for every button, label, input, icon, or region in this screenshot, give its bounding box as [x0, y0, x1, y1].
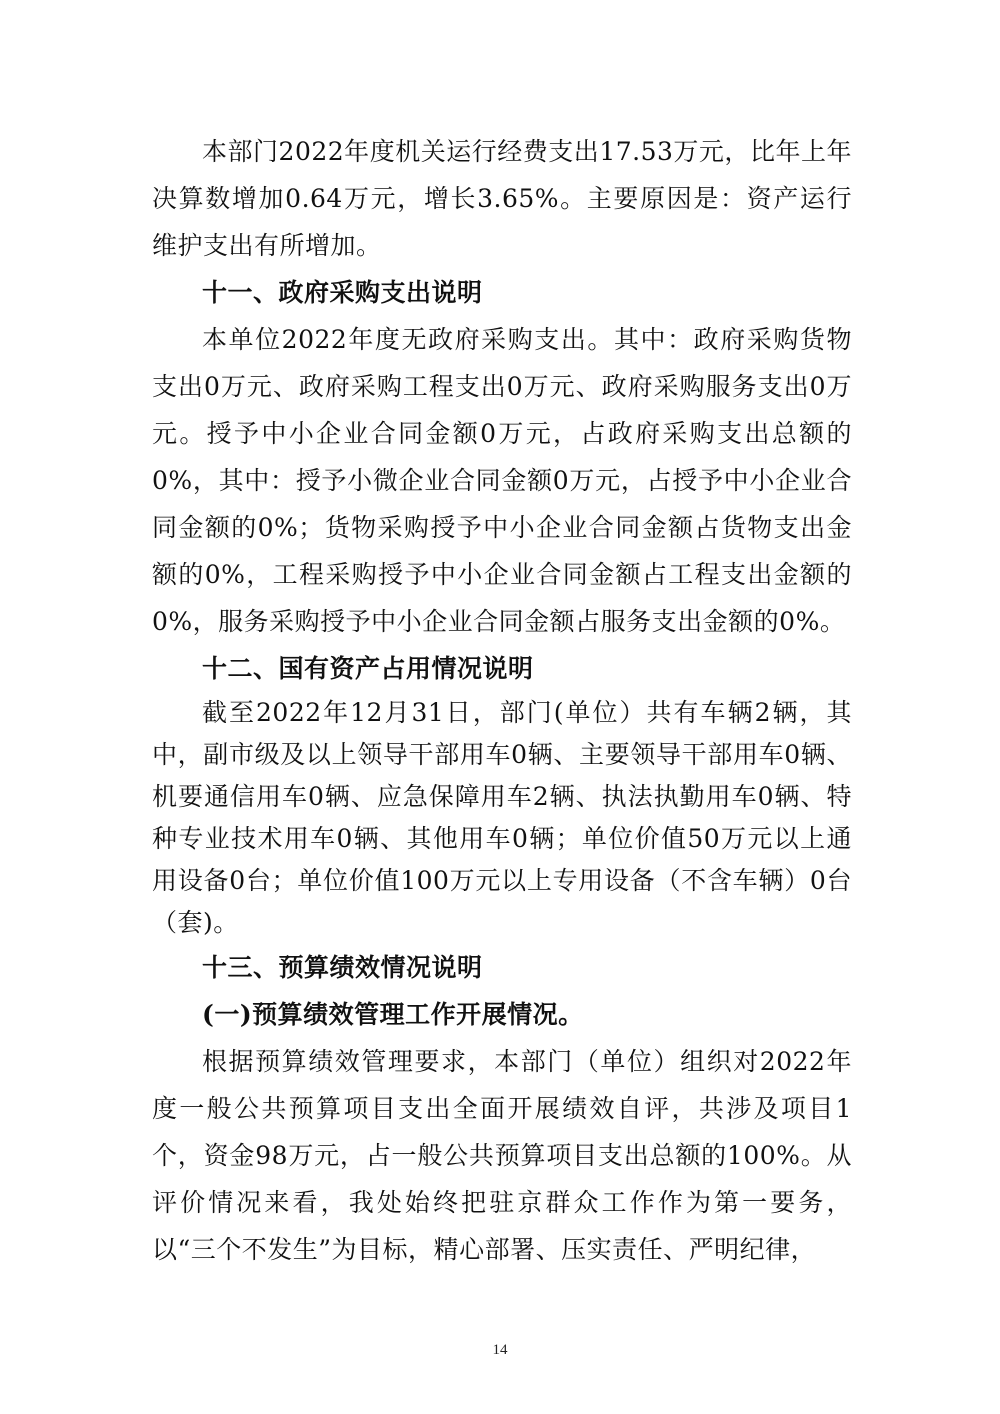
paragraph-performance-evaluation: 根据预算绩效管理要求，本部门（单位）组织对2022年度一般公共预算项目支出全面开展绩效自评，共涉及项目1个，资金98万元，占一般公共预算项目支出总额的100%。从评价情况来看，我处始终把驻京群众工作作为第一要务，以“三个不发生”为目标，精心部署、压实责任、严明纪律， [152, 1047, 852, 1264]
paragraph-vehicles-assets: 截至2022年12月31日，部门(单位）共有车辆2辆，其中，副市级及以上领导干部用车0辆、主要领导干部用车0辆、机要通信用车0辆、应急保障用车2辆、执法执勤用车0辆、特种专业技术用车0辆、其他用车0辆；单位价值50万元以上通用设备0台；单位价值100万元以上专用设备（不含车辆）0台（套)。 [152, 698, 852, 937]
paragraph-procurement-details: 本单位2022年度无政府采购支出。其中：政府采购货物支出0万元、政府采购工程支出0万元、政府采购服务支出0万元。授予中小企业合同金额0万元，占政府采购支出总额的0%，其中：授予小微企业合同金额0万元，占授予中小企业合同金额的0%；货物采购授予中小企业合同金额占货物支出金额的0%，工程采购授予中小企业合同金额占工程支出金额的0%，服务采购授予中小企业合同金额占服务支出金额的0%。 [152, 325, 852, 636]
paragraph-operating-expenses: 本部门2022年度机关运行经费支出17.53万元，比年上年决算数增加0.64万元，增长3.65%。主要原因是：资产运行维护支出有所增加。 [152, 137, 852, 260]
page-number: 14 [492, 1342, 508, 1358]
section-heading-government-procurement: 十一、政府采购支出说明 [202, 278, 483, 307]
section-heading-state-assets: 十二、国有资产占用情况说明 [202, 654, 534, 683]
section-heading-budget-performance: 十三、预算绩效情况说明 [202, 953, 483, 982]
subsection-heading-performance-management: (一)预算绩效管理工作开展情况。 [202, 1000, 584, 1029]
document-body [152, 128, 852, 1273]
